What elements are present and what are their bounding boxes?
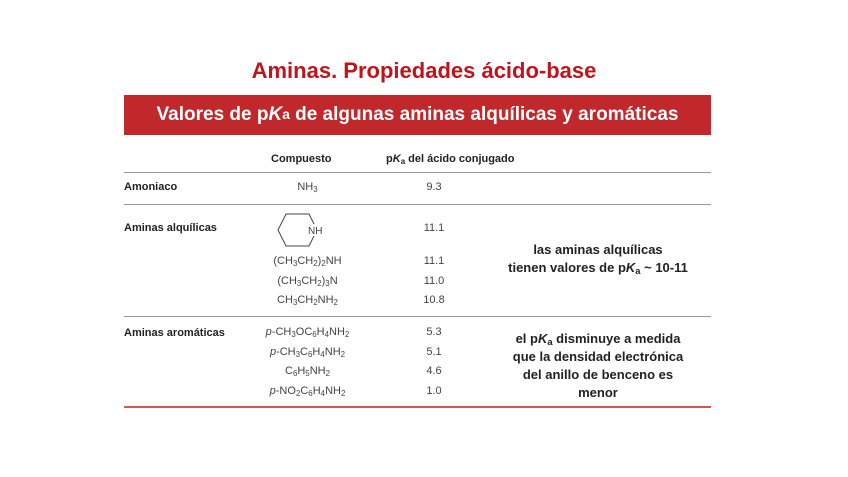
fp: -CH	[276, 346, 296, 358]
divider	[124, 316, 711, 317]
note-aromaticas-line1	[488, 330, 708, 348]
note-text: el p	[515, 331, 538, 346]
fp: 5	[305, 369, 310, 378]
pka-methoxyaniline: 5.3	[426, 326, 442, 338]
formula-triethylamine	[220, 275, 395, 287]
fp: 3	[291, 330, 296, 339]
formula-nh3-sub: 3	[313, 185, 318, 194]
piperidine-nh-label: NH	[308, 226, 323, 237]
pka-triethylamine: 11.0	[423, 275, 445, 287]
note-alquilicas-line2	[488, 259, 708, 277]
row-label-amoniaco: Amoniaco	[124, 181, 178, 193]
fp: 2	[344, 330, 350, 339]
fp: (CH	[273, 255, 293, 267]
fp: N	[329, 275, 338, 287]
fp: CH	[297, 255, 314, 267]
fp: H	[312, 346, 321, 358]
header-pka	[386, 153, 515, 165]
fp: )	[317, 255, 322, 267]
note-alquilicas-line1: las aminas alquílicas	[533, 242, 663, 257]
fp: -NO	[275, 385, 296, 397]
fp: 2	[321, 259, 326, 268]
formula-nh3	[220, 181, 395, 193]
fp: CH	[301, 275, 318, 287]
fp: NH	[325, 255, 342, 267]
note-aromaticas-line4: menor	[578, 385, 618, 400]
fp: NH	[329, 326, 345, 338]
fp: 2	[295, 389, 301, 398]
fp: 3	[296, 279, 302, 288]
fp: (CH	[277, 275, 297, 287]
row-label-aromaticas: Aminas aromáticas	[124, 327, 225, 339]
header-compound: Compuesto	[271, 153, 332, 165]
fp: 2	[340, 350, 346, 359]
fp: -CH	[271, 326, 292, 338]
note-aromaticas-line2: que la densidad electrónica	[512, 349, 684, 364]
formula-methoxyaniline	[220, 326, 395, 338]
divider	[124, 204, 711, 205]
fp: 2	[313, 298, 318, 307]
pka-toluidine: 5.1	[426, 346, 442, 358]
note-aromaticas-line3: del anillo de benceno es	[522, 367, 674, 382]
formula-ethylamine	[220, 294, 395, 306]
banner-text-prefix: Valores de p	[156, 104, 269, 125]
note-text: tienen valores de p	[508, 260, 626, 275]
note-K: K	[625, 260, 636, 275]
note-alquilicas	[488, 241, 708, 277]
table-banner: Valores de p K a de algunas aminas alquílicas y aromáticas	[124, 95, 711, 135]
formula-nh3-main: NH	[297, 181, 314, 193]
fp: NH	[309, 365, 326, 377]
fp: 3	[325, 279, 330, 288]
fp: C	[300, 385, 309, 397]
fp: CH	[297, 294, 314, 306]
fp: p	[269, 346, 277, 358]
fp: )	[321, 275, 326, 287]
fp: 3	[292, 259, 298, 268]
divider	[124, 172, 711, 173]
fp: p	[265, 326, 272, 338]
fp: H	[316, 326, 325, 338]
fp: 6	[308, 389, 313, 398]
note-sub: a	[635, 266, 641, 276]
fp: 4	[324, 330, 330, 339]
fp: H	[297, 365, 306, 377]
banner-text-suffix: de algunas aminas alquílicas y aromáticas	[289, 104, 679, 125]
fp: OC	[295, 326, 313, 338]
fp: 4	[320, 350, 325, 359]
fp: p	[269, 385, 276, 397]
header-pka-prefix: p	[386, 153, 393, 165]
note-text: disminuye a medida	[552, 331, 681, 346]
note-sub: a	[547, 337, 553, 347]
formula-toluidine	[220, 346, 395, 358]
row-label-alquilicas: Aminas alquílicas	[124, 222, 217, 234]
formula-nitroaniline	[220, 385, 395, 397]
header-pka-suffix: del ácido conjugado	[405, 153, 515, 165]
fp: H	[312, 385, 321, 397]
fp: CH	[277, 294, 293, 306]
fp: 6	[312, 330, 317, 339]
fp: 4	[320, 389, 326, 398]
fp: NH	[325, 385, 341, 397]
formula-diethylamine	[220, 255, 395, 267]
header-pka-K: K	[392, 153, 401, 165]
fp: C	[300, 346, 308, 358]
fp: 3	[292, 298, 298, 307]
fp: C	[284, 365, 293, 377]
fp: 6	[307, 350, 313, 359]
banner-K: K	[268, 104, 283, 125]
pka-nitroaniline: 1.0	[426, 385, 442, 397]
pka-aniline: 4.6	[426, 365, 442, 377]
piperidine-ring-icon	[276, 213, 336, 247]
bottom-rule	[124, 406, 711, 408]
formula-aniline	[220, 365, 395, 377]
header-pka-sub: a	[400, 157, 406, 166]
fp: 3	[295, 350, 301, 359]
fp: NH	[317, 294, 334, 306]
pka-amoniaco: 9.3	[426, 181, 442, 193]
fp: 2	[340, 389, 346, 398]
note-text: ~ 10-11	[640, 260, 688, 275]
fp: 2	[325, 369, 330, 378]
note-K: K	[537, 331, 548, 346]
note-aromaticas	[488, 330, 708, 402]
slide-title: Aminas. Propiedades ácido-base	[251, 58, 597, 83]
pka-diethylamine: 11.1	[423, 255, 445, 267]
fp: 2	[333, 298, 338, 307]
pka-ethylamine: 10.8	[423, 294, 445, 306]
pka-piperidine: 11.1	[423, 222, 445, 234]
fp: 6	[292, 369, 298, 378]
fp: 2	[313, 259, 318, 268]
fp: 2	[317, 279, 322, 288]
fp: NH	[324, 346, 341, 358]
